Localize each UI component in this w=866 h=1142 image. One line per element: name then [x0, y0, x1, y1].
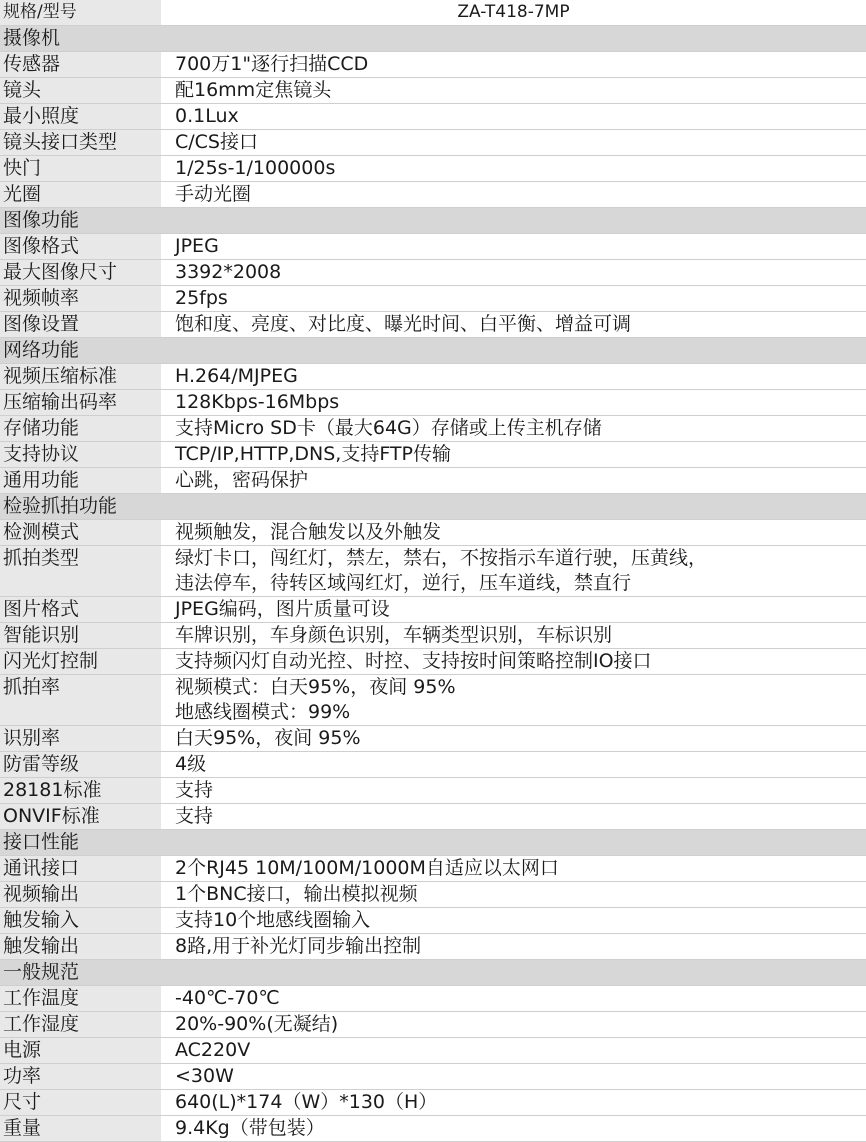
spec-row	[0, 597, 866, 623]
spec-label: 功率	[0, 1064, 161, 1090]
spec-row	[0, 312, 866, 338]
spec-row	[0, 882, 866, 908]
spec-row	[0, 182, 866, 208]
spec-label: 存储功能	[0, 416, 161, 442]
spec-value: JPEG	[161, 234, 866, 260]
spec-label: 工作湿度	[0, 1012, 161, 1038]
spec-row	[0, 1064, 866, 1090]
section-filler	[161, 338, 866, 364]
spec-row	[0, 390, 866, 416]
section-filler	[161, 208, 866, 234]
spec-label: 尺寸	[0, 1090, 161, 1116]
spec-row	[0, 520, 866, 546]
spec-value: 支持频闪灯自动光控、时控、支持按时间策略控制IO接口	[161, 649, 866, 675]
spec-row	[0, 1038, 866, 1064]
spec-value: 视频触发，混合触发以及外触发	[161, 520, 866, 546]
section-filler	[161, 26, 866, 52]
spec-row	[0, 752, 866, 778]
model-header-row	[0, 0, 866, 26]
spec-label: 视频帧率	[0, 286, 161, 312]
section-title: 检验抓拍功能	[0, 494, 161, 520]
section-title: 接口性能	[0, 830, 161, 856]
spec-row	[0, 986, 866, 1012]
spec-row	[0, 156, 866, 182]
spec-value: 支持10个地感线圈输入	[161, 908, 866, 934]
spec-label: 镜头接口类型	[0, 130, 161, 156]
spec-value: 配16mm定焦镜头	[161, 78, 866, 104]
spec-row	[0, 104, 866, 130]
section-title: 一般规范	[0, 960, 161, 986]
spec-row	[0, 286, 866, 312]
spec-value: C/CS接口	[161, 130, 866, 156]
spec-value: TCP/IP,HTTP,DNS,支持FTP传输	[161, 442, 866, 468]
spec-value: 20%-90%(无凝结)	[161, 1012, 866, 1038]
spec-value: 0.1Lux	[161, 104, 866, 130]
spec-label: 通用功能	[0, 468, 161, 494]
spec-value: 心跳，密码保护	[161, 468, 866, 494]
spec-label: 28181标准	[0, 778, 161, 804]
section-header-row	[0, 338, 866, 364]
model-value: ZA-T418-7MP	[161, 0, 866, 26]
spec-label: 图像设置	[0, 312, 161, 338]
spec-label: 工作温度	[0, 986, 161, 1012]
spec-label: 最大图像尺寸	[0, 260, 161, 286]
spec-row	[0, 623, 866, 649]
spec-row	[0, 804, 866, 830]
spec-label: 镜头	[0, 78, 161, 104]
spec-label: 防雷等级	[0, 752, 161, 778]
spec-row	[0, 726, 866, 752]
spec-value: 绿灯卡口，闯红灯，禁左，禁右，不按指示车道行驶，压黄线， 违法停车，待转区域闯红灯，逆行，压车道线，禁直行	[161, 546, 866, 597]
section-filler	[161, 960, 866, 986]
spec-value: 支持Micro SD卡（最大64G）存储或上传主机存储	[161, 416, 866, 442]
spec-value: 手动光圈	[161, 182, 866, 208]
spec-value: 1个BNC接口，输出模拟视频	[161, 882, 866, 908]
spec-label: 闪光灯控制	[0, 649, 161, 675]
spec-label: 压缩输出码率	[0, 390, 161, 416]
spec-label: 支持协议	[0, 442, 161, 468]
spec-row	[0, 546, 866, 597]
spec-value: 640(L)*174（W）*130（H）	[161, 1090, 866, 1116]
spec-label: 传感器	[0, 52, 161, 78]
spec-label: 检测模式	[0, 520, 161, 546]
section-filler	[161, 830, 866, 856]
spec-value: AC220V	[161, 1038, 866, 1064]
spec-row	[0, 234, 866, 260]
spec-value: 700万1"逐行扫描CCD	[161, 52, 866, 78]
spec-value: 支持	[161, 778, 866, 804]
spec-row	[0, 778, 866, 804]
spec-label: 电源	[0, 1038, 161, 1064]
model-label: 规格/型号	[0, 0, 161, 26]
spec-value: 1/25s-1/100000s	[161, 156, 866, 182]
spec-value: 8路,用于补光灯同步输出控制	[161, 934, 866, 960]
spec-label: 视频输出	[0, 882, 161, 908]
spec-label: 最小照度	[0, 104, 161, 130]
spec-row	[0, 416, 866, 442]
spec-label: 触发输出	[0, 934, 161, 960]
spec-value: 白天95%，夜间 95%	[161, 726, 866, 752]
section-header-row	[0, 830, 866, 856]
spec-row	[0, 1012, 866, 1038]
spec-label: 快门	[0, 156, 161, 182]
spec-value: 25fps	[161, 286, 866, 312]
spec-value: 2个RJ45 10M/100M/1000M自适应以太网口	[161, 856, 866, 882]
spec-label: 抓拍率	[0, 675, 161, 726]
spec-value: <30W	[161, 1064, 866, 1090]
spec-row	[0, 130, 866, 156]
spec-row	[0, 856, 866, 882]
spec-label: 图像格式	[0, 234, 161, 260]
spec-value: 128Kbps-16Mbps	[161, 390, 866, 416]
spec-row	[0, 934, 866, 960]
spec-row	[0, 675, 866, 726]
spec-value: 3392*2008	[161, 260, 866, 286]
spec-label: 智能识别	[0, 623, 161, 649]
spec-label: 抓拍类型	[0, 546, 161, 597]
spec-label: ONVIF标准	[0, 804, 161, 830]
spec-value: 视频模式：白天95%，夜间 95% 地感线圈模式：99%	[161, 675, 866, 726]
spec-value: 饱和度、亮度、对比度、曝光时间、白平衡、增益可调	[161, 312, 866, 338]
spec-label: 图片格式	[0, 597, 161, 623]
spec-value: -40℃-70℃	[161, 986, 866, 1012]
spec-row	[0, 52, 866, 78]
spec-value: H.264/MJPEG	[161, 364, 866, 390]
spec-value: JPEG编码，图片质量可设	[161, 597, 866, 623]
spec-row	[0, 908, 866, 934]
spec-row	[0, 364, 866, 390]
spec-label: 重量	[0, 1116, 161, 1142]
spec-value: 支持	[161, 804, 866, 830]
spec-row	[0, 649, 866, 675]
spec-row	[0, 468, 866, 494]
spec-label: 通讯接口	[0, 856, 161, 882]
spec-value: 车牌识别，车身颜色识别，车辆类型识别，车标识别	[161, 623, 866, 649]
section-title: 图像功能	[0, 208, 161, 234]
spec-row	[0, 78, 866, 104]
spec-label: 识别率	[0, 726, 161, 752]
section-title: 网络功能	[0, 338, 161, 364]
section-header-row	[0, 26, 866, 52]
section-header-row	[0, 960, 866, 986]
section-header-row	[0, 208, 866, 234]
spec-row	[0, 442, 866, 468]
section-header-row	[0, 494, 866, 520]
section-filler	[161, 494, 866, 520]
spec-row	[0, 1090, 866, 1116]
spec-value: 4级	[161, 752, 866, 778]
spec-value: 9.4Kg（带包装）	[161, 1116, 866, 1142]
spec-label: 视频压缩标准	[0, 364, 161, 390]
spec-row	[0, 260, 866, 286]
spec-row	[0, 1116, 866, 1142]
section-title: 摄像机	[0, 26, 161, 52]
spec-label: 触发输入	[0, 908, 161, 934]
spec-label: 光圈	[0, 182, 161, 208]
